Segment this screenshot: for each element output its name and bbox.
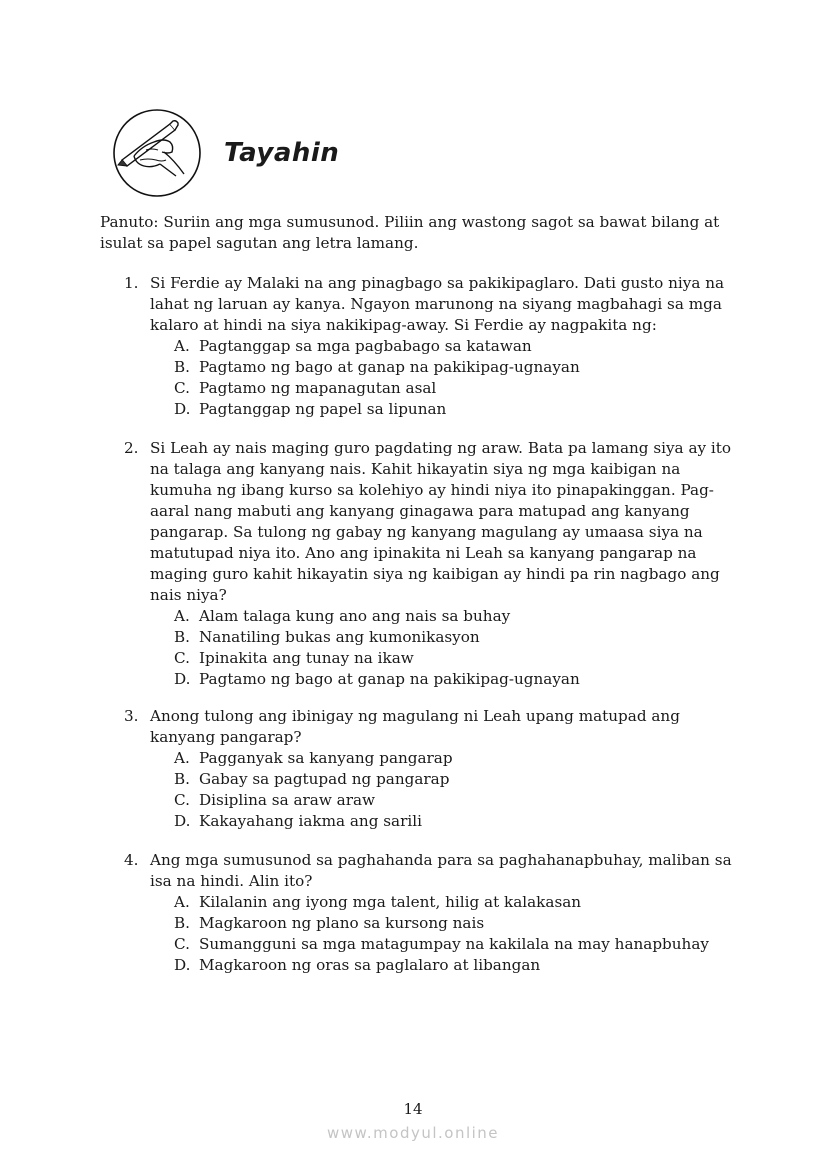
choice-text: Kilalanin ang iyong mga talent, hilig at kalakasan <box>199 893 582 911</box>
choice-letter: C. <box>174 935 190 953</box>
choice-item <box>174 357 736 378</box>
choice-item <box>174 769 736 790</box>
choice-letter: D. <box>174 812 191 830</box>
choice-letter: C. <box>174 379 190 397</box>
question-item <box>124 706 736 832</box>
choice-item <box>174 399 736 420</box>
choice-item <box>174 378 736 399</box>
choice-letter: B. <box>174 358 190 376</box>
question-text: Si Ferdie ay Malaki na ang pinagbago sa pakikipaglaro. Dati gusto niya na lahat ng laruan ay kanya. Ngayon marunong na siyang magbahagi sa mga kalaro at hindi na siya nakikipag-away. Si Ferdie ay nagpakita ng: <box>150 274 725 334</box>
choice-letter: C. <box>174 649 190 667</box>
question-item <box>124 850 736 976</box>
choice-letter: A. <box>174 893 190 911</box>
choice-item <box>174 669 736 690</box>
choice-item <box>174 748 736 769</box>
question-item <box>124 438 736 690</box>
choice-letter: A. <box>174 337 190 355</box>
choice-text: Pagganyak sa kanyang pangarap <box>199 749 453 767</box>
choice-letter: D. <box>174 956 191 974</box>
question-number: 3. <box>124 707 139 725</box>
question-text: Anong tulong ang ibinigay ng magulang ni Leah upang matupad ang kanyang pangarap? <box>150 707 680 746</box>
choice-text: Pagtanggap ng papel sa lipunan <box>199 400 447 418</box>
choice-list <box>174 606 736 690</box>
choice-item <box>174 627 736 648</box>
choice-item <box>174 913 736 934</box>
watermark: www.modyul.online <box>326 1124 500 1142</box>
choice-letter: B. <box>174 914 190 932</box>
choice-list <box>174 748 736 832</box>
choice-text: Pagtamo ng bago at ganap na pakikipag-ugnayan <box>199 670 580 688</box>
choice-letter: D. <box>174 400 191 418</box>
choice-letter: D. <box>174 670 191 688</box>
choice-text: Pagtamo ng bago at ganap na pakikipag-ugnayan <box>199 358 580 376</box>
choice-item <box>174 955 736 976</box>
choice-text: Nanatiling bukas ang kumonikasyon <box>199 628 480 646</box>
choice-item <box>174 790 736 811</box>
question-text: Ang mga sumusunod sa paghahanda para sa paghahanapbuhay, maliban sa isa na hindi. Alin ito? <box>150 851 732 890</box>
choice-letter: A. <box>174 749 190 767</box>
hand-writing-icon <box>112 108 202 198</box>
choice-list <box>174 336 736 420</box>
choice-text: Pagtamo ng mapanagutan asal <box>199 379 437 397</box>
page-number: 14 <box>403 1100 423 1118</box>
choice-item <box>174 336 736 357</box>
choice-text: Magkaroon ng plano sa kursong nais <box>199 914 485 932</box>
section-header <box>112 108 512 200</box>
choice-item <box>174 934 736 955</box>
question-item <box>124 273 736 420</box>
choice-text: Kakayahang iakma ang sarili <box>199 812 422 830</box>
choice-letter: B. <box>174 628 190 646</box>
choice-text: Ipinakita ang tunay na ikaw <box>199 649 414 667</box>
question-number: 1. <box>124 274 139 292</box>
choice-item <box>174 648 736 669</box>
choice-text: Alam talaga kung ano ang nais sa buhay <box>199 607 511 625</box>
choice-text: Disiplina sa araw araw <box>199 791 376 809</box>
question-text: Si Leah ay nais maging guro pagdating ng araw. Bata pa lamang siya ay ito na talaga ang kanyang nais. Kahit hikayatin siya ng mga kaibigan na kumuha ng ibang kurso sa kolehiyo ay hindi niya ito pinapakinggan. Pag-aaral nang mabuti ang kanyang ginagawa para matupad ang kanyang pangarap. Sa tulong ng gabay ng kanyang magulang ay umaasa siya na matutupad niya ito. Ano ang ipinakita ni Leah sa kanyang pangarap na maging guro kahit hikayatin siya ng kaibigan ay hindi pa rin nagbago ang nais niya? <box>150 439 732 604</box>
choice-text: Magkaroon ng oras sa paglalaro at libangan <box>199 956 541 974</box>
choice-item <box>174 811 736 832</box>
choice-text: Pagtanggap sa mga pagbabago sa katawan <box>199 337 532 355</box>
choice-item <box>174 892 736 913</box>
choice-item <box>174 606 736 627</box>
choice-list <box>174 892 736 976</box>
choice-letter: A. <box>174 607 190 625</box>
instructions: Panuto: Suriin ang mga sumusunod. Piliin ang wastong sagot sa bawat bilang at isulat sa papel sagutan ang letra lamang. <box>100 213 720 252</box>
question-number: 2. <box>124 439 139 457</box>
choice-text: Gabay sa pagtupad ng pangarap <box>199 770 450 788</box>
choice-letter: C. <box>174 791 190 809</box>
question-number: 4. <box>124 851 139 869</box>
section-title: Tayahin <box>224 138 340 168</box>
choice-text: Sumangguni sa mga matagumpay na kakilala na may hanapbuhay <box>199 935 709 953</box>
choice-letter: B. <box>174 770 190 788</box>
